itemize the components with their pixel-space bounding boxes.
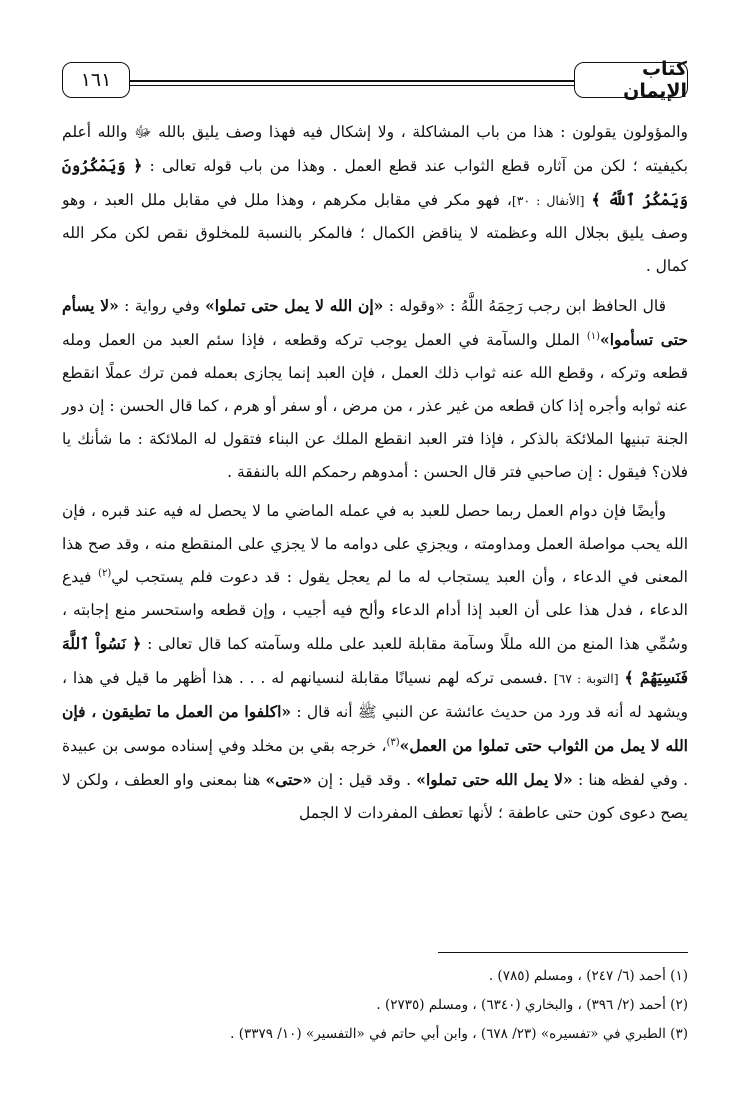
- text-run: فيدع الدعاء ، فدل هذا على أن العبد إذا أدام الدعاء وألح فيه أجيب ، وإن قطعه واستحسر منع إجابته ، وسُمِّي هذا المنع من الله مللًا وسآمة مقابلة للعبد على ملله وسآمته كما قال تعالى :: [62, 568, 688, 653]
- book-title: كتاب الإيمان: [574, 62, 688, 98]
- page-number: ١٦١: [62, 62, 130, 98]
- verse-reference: [التوبة : ٦٧]: [553, 671, 619, 686]
- hadith-quote: «اكلفوا من العمل ما تطيقون ، فإن الله لا يمل من الثواب حتى تملوا من العمل»: [62, 702, 688, 755]
- paragraph-1: [62, 116, 688, 283]
- text-run: وفي رواية :: [124, 297, 200, 315]
- text-run: وأيضًا فإن دوام العمل ربما حصل للعبد به في عمله الماضي ما لا يحصل له فيه عند قبره ، فإن الله يحب مواصلة العمل ومداومته ، ويجزي على دوامه ما لا يجزي على المنقطع منه ، وقد صح هذا المعنى في الدعاء ، وأن العبد يستجاب له ما لم يعجل يقول : قد دعوت فلم يستجب لي: [62, 502, 688, 586]
- paragraph-3: [62, 495, 688, 830]
- footnote-2: (٢) أحمد (٢/ ٣٩٦) ، والبخاري (٦٣٤٠) ، ومسلم (٢٧٣٥) .: [376, 997, 688, 1013]
- page-header: [62, 58, 688, 100]
- text-run: ، خرجه بقي بن مخلد وفي إسناده موسى بن عبيدة . وفي لفظه هنا :: [62, 737, 689, 789]
- hadith-quote: «إن الله لا يمل حتى تملوا»: [205, 296, 384, 315]
- footnote-marker: (٢): [98, 567, 112, 579]
- footnotes: [62, 962, 688, 1049]
- text-run: الملل والسآمة في العمل يوجب تركه وقطعه ، فإذا سئم العبد من العمل ومله قطعه وتركه ، وقطع الله عنه ثواب ذلك العمل ، فإن العبد إنما يجازى بعمله فمن ترك عملًا انقطع عنه ثوابه وأجره إذا كان قطعه من غير عذر ، من مرض ، أو سفر أو هرم ، كما قال الحسن : إن دور الجنة تبنيها الملائكة بالذكر ، فإذا فتر العبد انقطع الملك عن البناء فتقول له الملائكة : ما شأنك يا فلان؟ فيقول : إن صاحبي فتر قال الحسن : أمدوهم رحمكم الله بالنفقة .: [62, 331, 688, 481]
- footnote-marker: (١): [586, 330, 601, 342]
- footnote-3: (٣) الطبري في «تفسيره» (٢٣/ ٦٧٨) ، وابن أبي حاتم في «التفسير» (١٠/ ٣٣٧٩) .: [230, 1026, 688, 1042]
- footnote-marker: (٣): [386, 736, 400, 748]
- quoted-word: «حتى»: [265, 770, 313, 789]
- text-run: . وقد قيل : إن: [317, 771, 412, 789]
- text-run: هنا بمعنى واو العطف ، ولكن لا يصح دعوى كون حتى عاطفة ؛ لأنها تعطف المفردات لا الجمل: [62, 771, 688, 822]
- footnote-1: (١) أحمد (٦/ ٢٤٧) ، ومسلم (٧٨٥) .: [488, 968, 688, 984]
- hadith-quote: «لا يمل الله حتى تملوا»: [416, 770, 573, 789]
- footnote-separator: [438, 952, 688, 953]
- verse-reference: [الأنفال : ٣٠]: [511, 193, 585, 208]
- text-run: ، فهو مكر في مقابل مكرهم ، وهذا ملل في مقابل ملل العبد ، وهو وصف يليق بجلال الله وعظمته لا يناقض الكمال ؛ فالمكر بالنسبة للمخلوق نقص لكن مكر الله كمال .: [62, 191, 688, 275]
- hadith-quote: «لا يسأم حتى تسأموا»: [62, 296, 688, 349]
- text-run: والمؤولون يقولون : هذا من باب المشاكلة ، ولا إشكال فيه فهذا وصف يليق بالله ﷻ والله أعلم بكيفيته ؛ لكن من آثاره قطع الثواب عند قطع العمل . وهذا من باب قوله تعالى :: [62, 123, 688, 175]
- paragraph-2: [62, 289, 688, 489]
- quran-verse: ﴿ نَسُواْ ٱللَّهَ فَنَسِيَهُمْ ﴾: [62, 634, 688, 687]
- main-text: [62, 116, 688, 830]
- text-run: .فسمى تركه لهم نسيانًا مقابلة لنسيانهم له . . . هذا أظهر ما قيل في هذا ، ويشهد له أنه قد ورد من حديث عائشة عن النبي ﷺ أنه قال :: [62, 669, 688, 721]
- quran-verse: ﴿ وَيَمْكُرُونَ وَيَمْكُرُ ٱللَّهُ ﴾: [62, 156, 688, 209]
- text-run: قال الحافظ ابن رجب رَحِمَهُ اللَّهُ : «وقوله :: [388, 297, 667, 315]
